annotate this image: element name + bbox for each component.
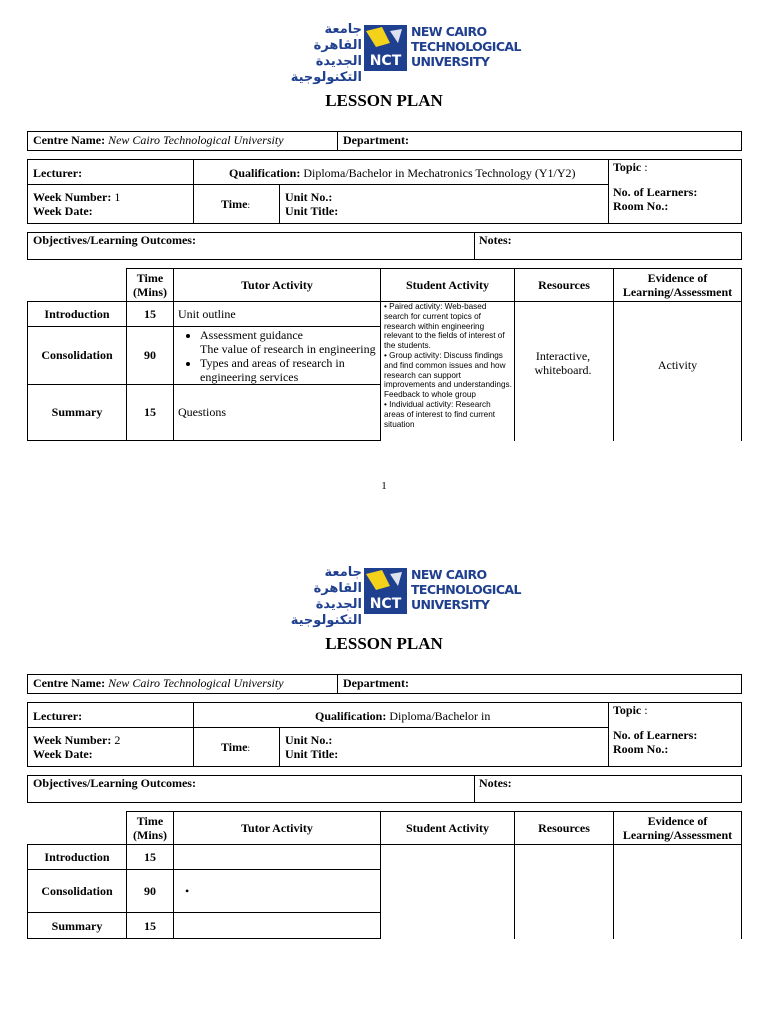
time-colon: :	[247, 200, 250, 210]
time-field	[221, 740, 250, 755]
notes-label: Notes:	[479, 233, 512, 247]
qualification-value: Diploma/Bachelor in Mechatronics Technology (Y1/Y2)	[303, 166, 576, 180]
tutor-activity-list-2	[174, 356, 380, 384]
university-logo	[270, 22, 521, 85]
resources-text: Interactive, whiteboard.	[534, 349, 592, 377]
centre-label: Centre Name:	[33, 133, 106, 147]
unit-title-label: Unit Title:	[285, 747, 339, 761]
tutor-bullet: • Assessment guidance	[200, 328, 376, 342]
university-logo	[270, 565, 521, 628]
logo-english-text	[411, 567, 521, 612]
row-time-introduction: 15	[144, 307, 156, 321]
topic-colon: :	[644, 703, 648, 717]
topic-label: Topic	[613, 703, 642, 717]
objectives-label: Objectives/Learning Outcomes:	[33, 233, 196, 247]
objectives-label: Objectives/Learning Outcomes:	[33, 776, 196, 790]
tutor-bullet: •	[185, 884, 190, 898]
logo-arabic-line: التكنولوجية	[290, 613, 362, 628]
week-number-field	[33, 733, 120, 747]
topic-label: Topic	[613, 160, 642, 174]
centre-value: New Cairo Technological University	[108, 133, 284, 147]
logo-arabic-line: القاهرة الجديدة	[313, 581, 362, 612]
header-evidence	[614, 814, 741, 842]
row-name-consolidation: Consolidation	[41, 884, 113, 898]
header-time-line: Time	[136, 814, 164, 828]
page-number: 1	[381, 480, 387, 492]
centre-value: New Cairo Technological University	[108, 676, 284, 690]
page-title: LESSON PLAN	[325, 634, 443, 653]
time-colon: :	[247, 743, 250, 753]
header-time	[127, 814, 173, 842]
header-resources: Resources	[538, 821, 590, 835]
logo-arabic-line: جامعة	[324, 565, 362, 580]
logo-english-line: NEW CAIRO	[411, 567, 487, 582]
time-label: Time	[221, 740, 248, 754]
nct-logo-icon	[364, 568, 407, 614]
logo-mark-text: NCT	[369, 53, 402, 69]
row-time-summary: 15	[144, 405, 156, 419]
logo-english-line: TECHNOLOGICAL	[411, 582, 521, 597]
unit-title-label: Unit Title:	[285, 204, 339, 218]
tutor-summary-text: Questions	[178, 405, 226, 419]
week-date-label: Week Date:	[33, 204, 93, 218]
time-label: Time	[221, 197, 248, 211]
header-evidence-line: Evidence of	[647, 271, 708, 285]
unit-no-label: Unit No.:	[285, 190, 333, 204]
qualification-label: Qualification:	[229, 166, 301, 180]
centre-label: Centre Name:	[33, 676, 106, 690]
department-label: Department:	[343, 133, 409, 147]
topic-field	[613, 703, 648, 717]
week-number-value: 1	[114, 190, 121, 204]
student-activity-text: • Paired activity: Web-based search for current topics of research within engineering relevant to the fields of interest of the students. • Group activity: Discuss findings and find common issues and how research can support improvements and understandings. Feedback to whole group • Individual activity: Research areas of interest to find current situation	[384, 302, 512, 429]
unit-no-label: Unit No.:	[285, 733, 333, 747]
header-evidence-line: Learning/Assessment	[622, 828, 733, 842]
notes-label: Notes:	[479, 776, 512, 790]
header-evidence	[614, 271, 741, 299]
topic-colon: :	[644, 160, 648, 174]
centre-name-field	[33, 676, 284, 690]
header-resources: Resources	[538, 278, 590, 292]
room-label: Room No.:	[613, 742, 669, 756]
week-number-field	[33, 190, 120, 204]
lecturer-label: Lecturer:	[33, 166, 83, 180]
row-time-introduction: 15	[144, 850, 156, 864]
qualification-field	[315, 709, 490, 723]
header-student-activity: Student Activity	[405, 278, 489, 292]
logo-english-text	[411, 24, 521, 69]
tutor-intro-text: Unit outline	[178, 307, 236, 321]
logo-english-line: TECHNOLOGICAL	[411, 39, 521, 54]
row-time-summary: 15	[144, 919, 156, 933]
logo-english-line: UNIVERSITY	[411, 597, 490, 612]
logo-english-line: UNIVERSITY	[411, 54, 490, 69]
header-tutor-activity: Tutor Activity	[241, 278, 313, 292]
week-date-label: Week Date:	[33, 747, 93, 761]
header-tutor-activity: Tutor Activity	[241, 821, 313, 835]
row-name-consolidation: Consolidation	[41, 348, 113, 362]
header-student-activity: Student Activity	[405, 821, 489, 835]
qualification-label: Qualification:	[315, 709, 387, 723]
logo-english-line: NEW CAIRO	[411, 24, 487, 39]
header-time-line: Time	[136, 271, 164, 285]
logo-arabic-line: التكنولوجية	[290, 70, 362, 85]
evidence-text: Activity	[657, 358, 698, 372]
centre-name-field	[33, 133, 284, 147]
learners-label: No. of Learners:	[613, 728, 698, 742]
page-title: LESSON PLAN	[325, 91, 443, 110]
row-name-summary: Summary	[51, 405, 103, 419]
tutor-activity-list-1	[174, 328, 376, 342]
logo-arabic-text	[270, 565, 362, 628]
room-label: Room No.:	[613, 199, 669, 213]
row-name-introduction: Introduction	[44, 307, 110, 321]
header-time-line: (Mins)	[133, 828, 167, 842]
department-label: Department:	[343, 676, 409, 690]
header-time	[127, 271, 173, 299]
header-evidence-line: Learning/Assessment	[622, 285, 733, 299]
header-evidence-line: Evidence of	[647, 814, 708, 828]
topic-field	[613, 160, 648, 174]
lecturer-label: Lecturer:	[33, 709, 83, 723]
qualification-value: Diploma/Bachelor in	[389, 709, 491, 723]
week-number-value: 2	[114, 733, 121, 747]
tutor-line: The value of research in engineering	[200, 342, 376, 356]
row-name-summary: Summary	[51, 919, 103, 933]
tutor-bullet: • Types and areas of research in engineering services	[200, 356, 380, 384]
row-name-introduction: Introduction	[44, 850, 110, 864]
time-field	[221, 197, 250, 212]
week-number-label: Week Number:	[33, 190, 112, 204]
logo-arabic-line: جامعة	[324, 22, 362, 37]
row-time-consolidation: 90	[144, 348, 156, 362]
row-time-consolidation: 90	[144, 884, 156, 898]
qualification-field	[229, 166, 576, 180]
logo-arabic-text	[270, 22, 362, 85]
nct-logo-icon	[364, 25, 407, 71]
logo-arabic-line: القاهرة الجديدة	[313, 38, 362, 69]
logo-mark-text: NCT	[369, 596, 402, 612]
learners-label: No. of Learners:	[613, 185, 698, 199]
week-number-label: Week Number:	[33, 733, 112, 747]
header-time-line: (Mins)	[133, 285, 167, 299]
